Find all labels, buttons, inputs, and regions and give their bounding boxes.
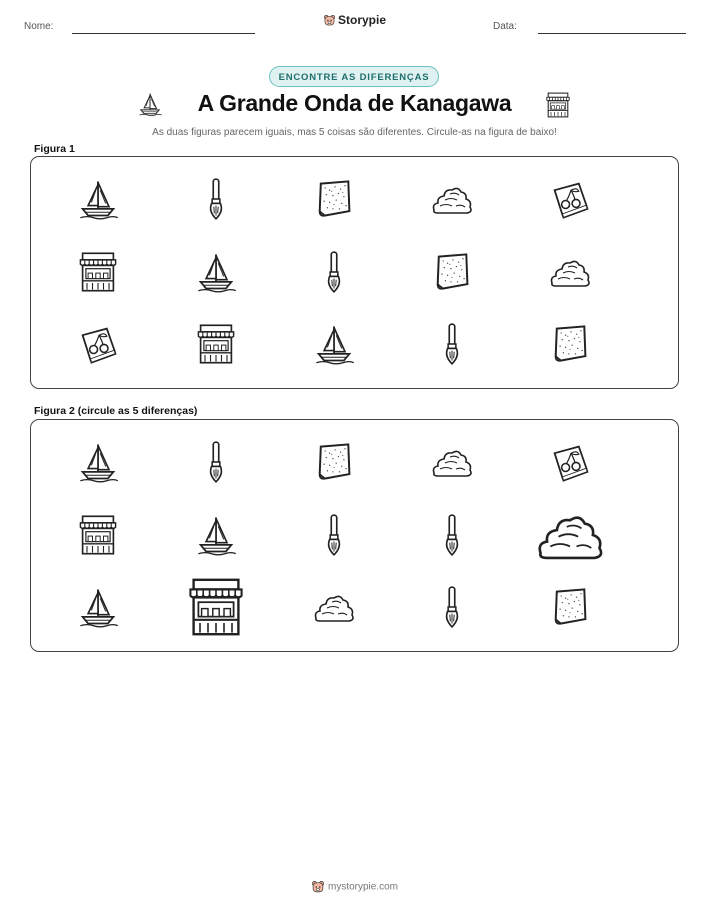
name-line	[72, 33, 255, 34]
shop-icon[interactable]	[76, 513, 120, 557]
boat-icon[interactable]	[76, 585, 120, 629]
date-label: Data:	[493, 21, 517, 32]
activity-badge: ENCONTRE AS DIFERENÇAS	[269, 66, 439, 87]
paper-icon	[430, 250, 474, 294]
wave-icon[interactable]	[430, 440, 474, 484]
brand-name: Storypie	[337, 13, 386, 27]
cherry-box-icon	[76, 322, 120, 366]
shop-icon	[76, 250, 120, 294]
storypie-logo-icon	[323, 14, 336, 27]
date-line	[538, 33, 686, 34]
brush-icon[interactable]	[312, 513, 356, 557]
footer-url: mystorypie.com	[327, 881, 398, 893]
wave-icon	[548, 250, 592, 294]
wave-icon[interactable]	[534, 499, 606, 571]
paper-icon	[312, 177, 356, 221]
shop-icon[interactable]	[184, 575, 248, 639]
paper-icon	[548, 322, 592, 366]
figure1-label: Figura 1	[34, 143, 75, 155]
brush-icon	[194, 177, 238, 221]
brush-icon[interactable]	[430, 513, 474, 557]
cherry-box-icon[interactable]	[548, 440, 592, 484]
wave-icon[interactable]	[312, 585, 356, 629]
figure1-panel	[30, 156, 679, 389]
brush-icon	[312, 250, 356, 294]
brush-icon[interactable]	[194, 440, 238, 484]
boat-icon	[312, 322, 356, 366]
paper-icon[interactable]	[548, 585, 592, 629]
boat-icon	[76, 177, 120, 221]
wave-icon	[430, 177, 474, 221]
page-title: A Grande Onda de Kanagawa	[197, 90, 512, 116]
instructions: As duas figuras parecem iguais, mas 5 coisas são diferentes. Circule-as na figura de baixo!	[152, 127, 557, 138]
paper-icon[interactable]	[312, 440, 356, 484]
cherry-box-icon	[548, 177, 592, 221]
boat-icon	[194, 250, 238, 294]
brush-icon[interactable]	[430, 585, 474, 629]
shop-icon	[194, 322, 238, 366]
brand	[0, 13, 709, 27]
footer	[0, 880, 709, 894]
figure2-panel[interactable]	[30, 419, 679, 652]
storypie-logo-icon	[311, 880, 325, 894]
figure2-label: Figura 2 (circule as 5 diferenças)	[34, 405, 198, 417]
brush-icon	[430, 322, 474, 366]
shop-icon	[544, 91, 572, 119]
name-label: Nome:	[24, 21, 54, 32]
boat-icon[interactable]	[194, 513, 238, 557]
boat-icon[interactable]	[76, 440, 120, 484]
